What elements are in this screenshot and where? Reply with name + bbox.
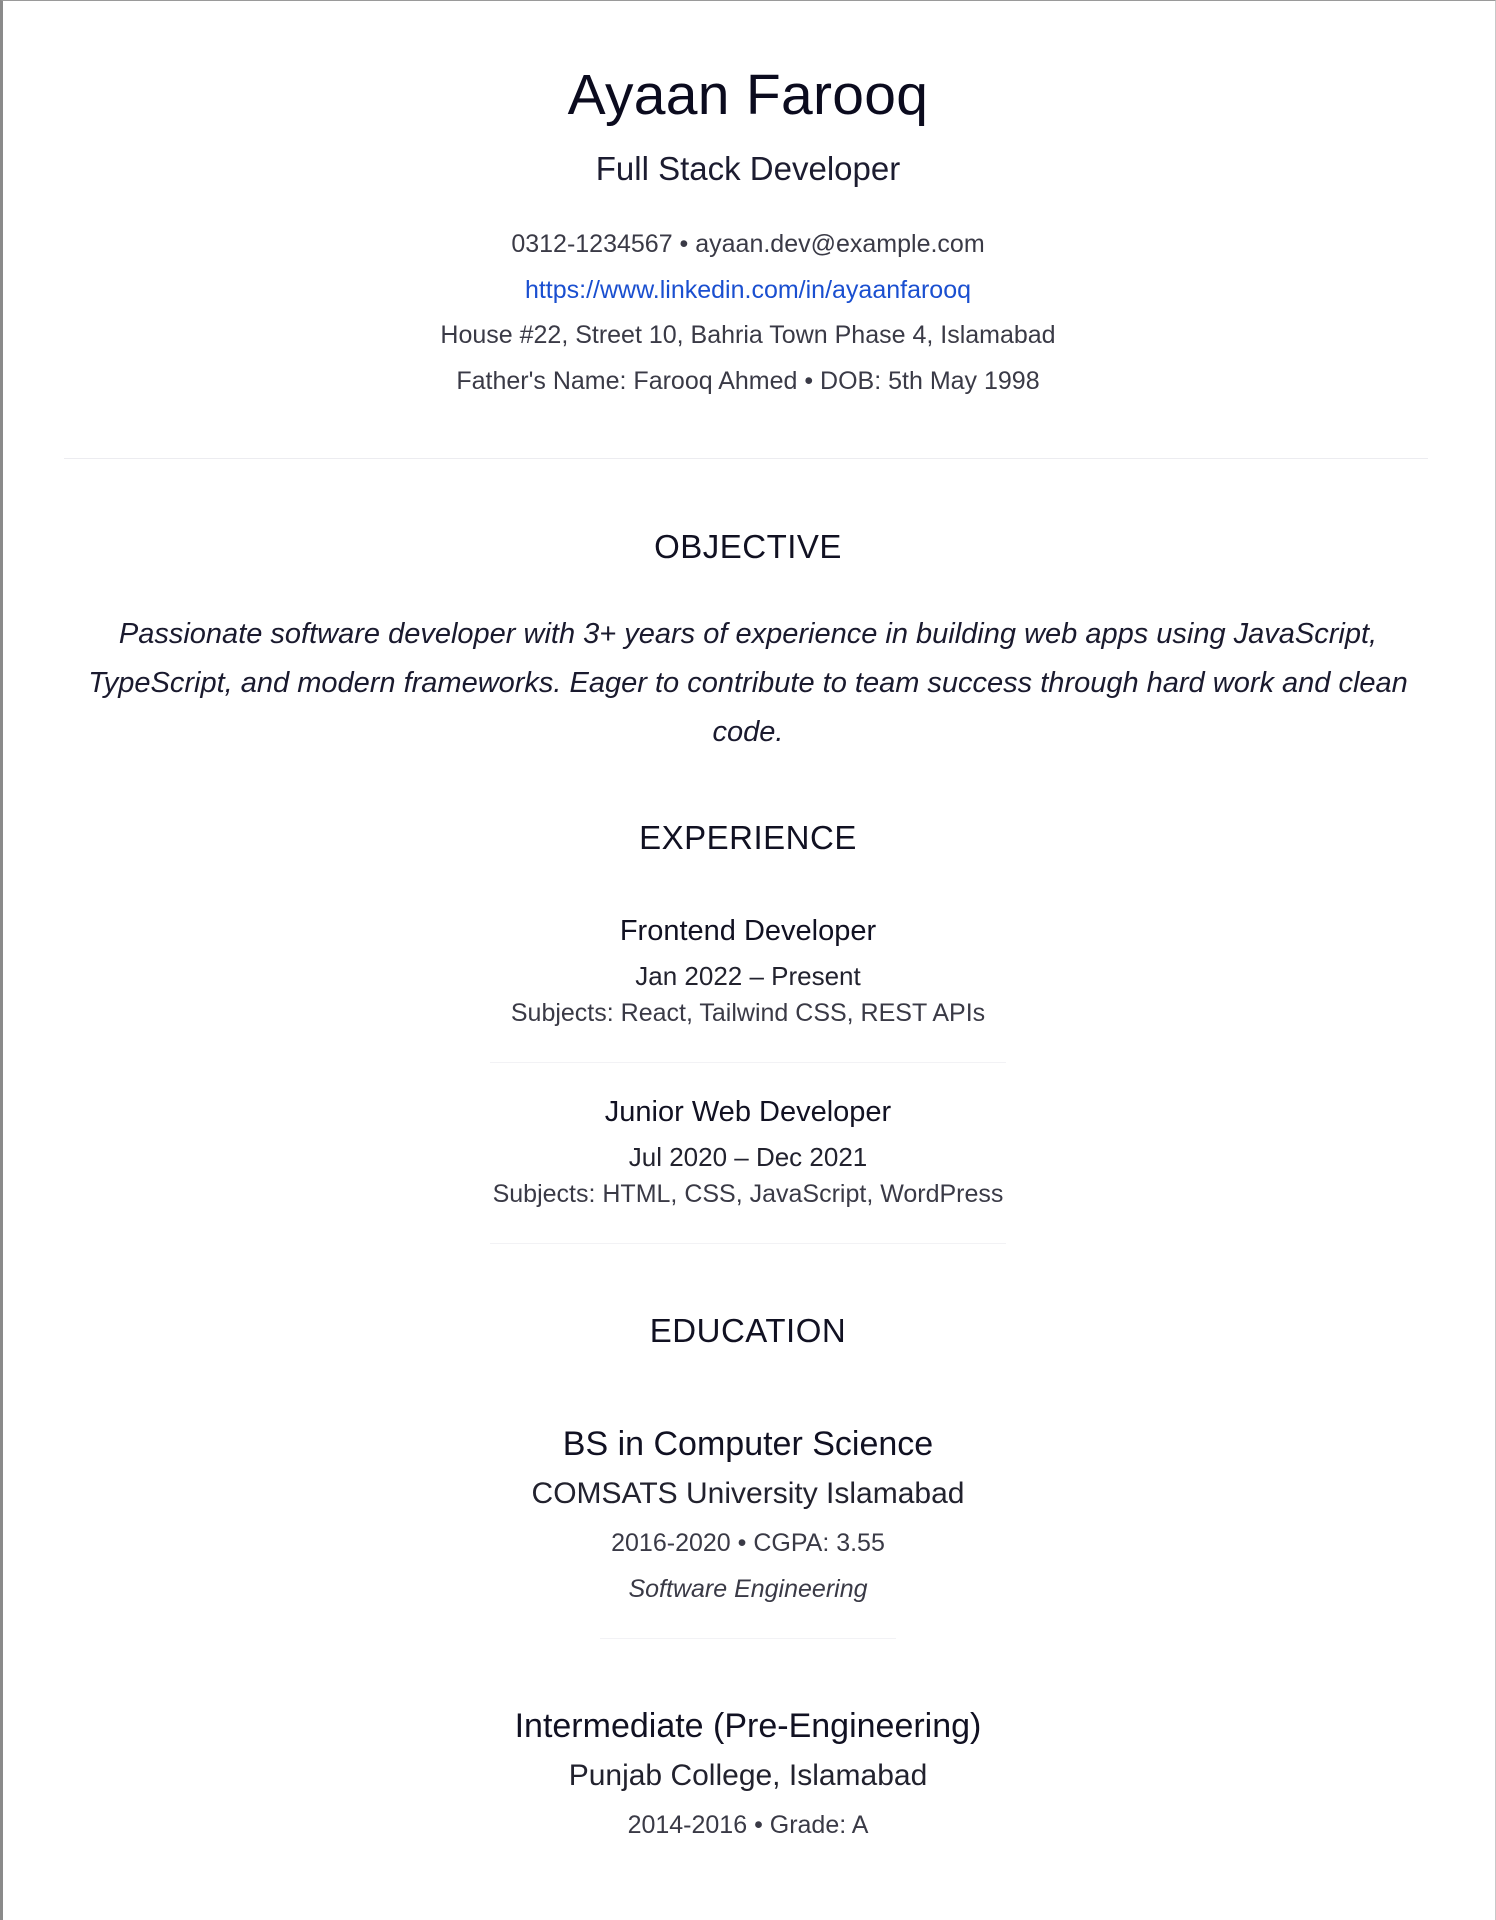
edu-note: Software Engineering	[628, 1575, 868, 1603]
job-divider	[490, 1243, 1006, 1244]
edu-degree: BS in Computer Science	[562, 1425, 934, 1463]
linkedin-link[interactable]: https://www.linkedin.com/in/ayaanfarooq	[524, 276, 972, 304]
edu-divider	[600, 1638, 896, 1639]
header-divider	[64, 458, 1428, 459]
job-title: Junior Web Developer	[604, 1096, 892, 1128]
address-line: House #22, Street 10, Bahria Town Phase 4, Islamabad	[440, 321, 1056, 349]
job-subjects: Subjects: HTML, CSS, JavaScript, WordPress	[492, 1180, 1004, 1208]
job-dates: Jan 2022 – Present	[635, 961, 861, 991]
objective-text: Passionate software developer with 3+ years of experience in building web apps using JavaScript, TypeScript, and modern frameworks. Eager to contribute to team success through hard work and clean code.	[88, 618, 1408, 748]
candidate-role: Full Stack Developer	[595, 150, 901, 187]
linkedin-row	[0, 276, 1496, 305]
job-divider	[490, 1062, 1006, 1063]
edu-institution: COMSATS University Islamabad	[531, 1477, 965, 1510]
edu-degree: Intermediate (Pre-Engineering)	[514, 1707, 982, 1745]
education-heading: EDUCATION	[649, 1312, 847, 1349]
job-dates: Jul 2020 – Dec 2021	[628, 1142, 868, 1172]
experience-heading: EXPERIENCE	[639, 819, 857, 856]
edu-institution: Punjab College, Islamabad	[568, 1759, 928, 1792]
edu-meta: 2016-2020 • CGPA: 3.55	[611, 1529, 885, 1557]
job-subjects: Subjects: React, Tailwind CSS, REST APIs	[510, 999, 986, 1027]
candidate-name: Ayaan Farooq	[567, 63, 929, 127]
family-dob-line: Father's Name: Farooq Ahmed • DOB: 5th May 1998	[456, 367, 1040, 395]
job-title: Frontend Developer	[619, 915, 877, 947]
edu-meta: 2014-2016 • Grade: A	[627, 1811, 869, 1839]
objective-heading: OBJECTIVE	[654, 528, 842, 565]
contact-line: 0312-1234567 • ayaan.dev@example.com	[511, 230, 985, 258]
